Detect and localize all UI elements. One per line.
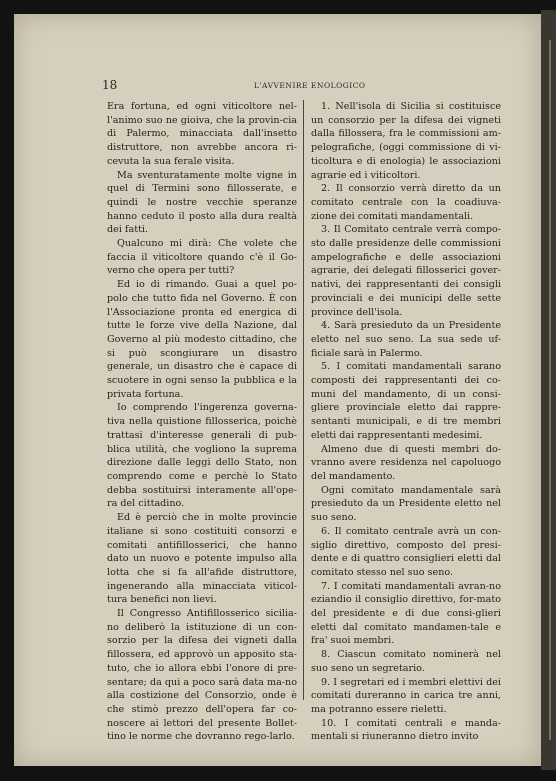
article: 4. Sarà presieduto da un Presidente eletto nel suo seno. La sua sede uf-ficiale sarà in Palermo. (311, 320, 501, 359)
paragraph: Ed è perciò che in molte provincie italiane si sono costituiti consorzi e comitati antifillosserici, che hanno dato un nuovo e potente impulso alla lotta che si fa all'afide distruttore, ingenerando alla minacciata viticol-tura benefici non lievi. (107, 512, 297, 606)
article: 1. Nell'isola di Sicilia si costituisce un consorzio per la difesa dei vigneti dalla fillossera, fra le commissioni am-pelografiche, (oggi commissione di vi-ticoltura e di enologia) le associazioni agrarie ed i viticoltori. (311, 101, 501, 181)
article: 6. Il comitato centrale avrà un con-siglio direttivo, composto del presi-dente e di quattro consiglieri eletti dal comitato stesso nel suo seno. (311, 525, 501, 578)
article: 2. Il consorzio verrà diretto da un comitato centrale con la coadiuva-zione dei comitati mandamentali. (311, 183, 501, 222)
paragraph: Io comprendo l'ingerenza governa-tiva nella quistione fillosserica, poichè trattasi d'interesse generali di pub-blica utilità, che vogliono la suprema direzione dalle leggi dello Stato, non comprendo come e perchè lo Stato debba sostituirsi interamente all'ope-ra del cittadino. (107, 402, 297, 510)
article: 3. Il Comitato centrale verrà compo-sto dalle presidenze delle commissioni ampelografiche e delle associazioni agrarie, dei delegati fillosserici gover-nativi, dei rappresentanti dei consigli provinciali e dei municipi delle sette province dell'isola. (311, 224, 501, 318)
article: 8. Ciascun comitato nominerà nel suo seno un segretario. (311, 649, 501, 674)
article: 5. I comitati mandamentali sarano composti dei rappresentanti dei co-muni del mandamento, di un consi-gliere provinciale eletto dai rappre-sentanti municipali, e di tre membri eletti dai rappresentanti medesimi. (311, 361, 501, 441)
paragraph: Qualcuno mi dirà: Che volete che faccia il viticoltore quando c'è il Go-verno che opera per tutti? (107, 238, 297, 277)
article: 10. I comitati centrali e manda-mentali si riuneranno dietro invito (311, 717, 501, 743)
paragraph: Era fortuna, ed ogni viticoltore nel-l'animo suo ne gioiva, che la provin-cia di Palermo, minacciata dall'insetto distruttore, non avrebbe ancora ri-cevuta la sua ferale visita. (107, 101, 297, 167)
paragraph: Ed io di rimando. Guai a quel po-polo che tutto fida nel Governo. È con l'Associazione pronta ed energica di tutte le forze vive della Nazione, dal Governo al più modesto cittadino, che si può scongiurare un disastro generale, un disastro che è capace di scuotere in ogni senso la pubblica e la privata fortuna. (107, 279, 297, 400)
right-column (311, 100, 501, 744)
running-head: L'AVVENIRE ENOLOGICO (254, 81, 366, 90)
paragraph: Ma sventuratamente molte vigne in quel di Termini sono fillosserate, e quindi le nostre vecchie speranze hanno ceduto il posto alla dura realtà dei fatti. (107, 169, 297, 236)
page-number: 18 (102, 78, 118, 92)
page-edge-line (549, 40, 551, 740)
article: 9. I segretari ed i membri elettivi dei comitati dureranno in carica tre anni, ma potranno essere rieletti. (311, 676, 501, 715)
left-column (107, 100, 297, 744)
article: Ogni comitato mandamentale sarà presieduto da un Presidente eletto nel suo seno. (311, 484, 501, 524)
article: Almeno due di questi membri do-vranno avere residenza nel capoluogo del mandamento. (311, 443, 501, 482)
column-divider (303, 100, 304, 700)
article: 7. I comitati mandamentali avran-no eziandio il consiglio direttivo, for-mato del presidente e di due consi-glieri eletti dal comitato mandamen-tale e fra' suoi membri. (311, 580, 501, 647)
paragraph: Il Congresso Antifillosserico sicilia-no deliberò la istituzione di un con-sorzio per la difesa dei vigneti dalla fillossera, ed approvò un apposito sta-tuto, che io allora ebbi l'onore di pre-sentare; da qui a poco sarà data ma-no alla costizione del Consorzio, onde è che stimò prezzo dell'opera far co-noscere ai lettori del presente Bollet-tino le norme che dovranno rego-larlo. (107, 608, 297, 743)
